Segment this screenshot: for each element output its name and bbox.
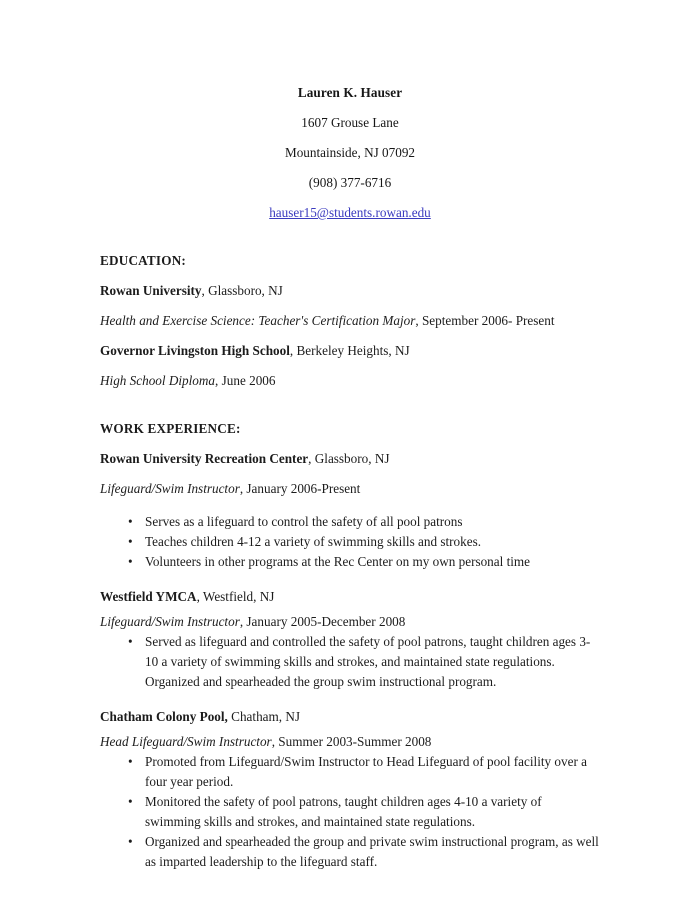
job-dates: , Summer 2003-Summer 2008 — [271, 734, 432, 749]
education-program — [100, 306, 600, 336]
list-item: • Serves as a lifeguard to control the safety of all pool patrons — [100, 512, 600, 532]
resume-content — [100, 78, 600, 872]
email-line — [100, 198, 600, 228]
list-item: • Organized and spearheaded the group and private swim instructional program, as well as imparted leadership to the lifeguard staff. — [100, 832, 600, 872]
work-entry — [100, 702, 600, 872]
education-program — [100, 366, 600, 396]
employer-line — [100, 444, 600, 474]
education-section — [100, 246, 600, 396]
responsibility-list — [100, 752, 600, 872]
responsibility-list — [100, 632, 600, 692]
applicant-name: Lauren K. Hauser — [297, 85, 403, 100]
spacer — [100, 572, 600, 582]
organization-location: , Glassboro, NJ — [201, 283, 283, 298]
job-title: Lifeguard/Swim Instructor — [100, 614, 240, 629]
work-experience-section — [100, 414, 600, 872]
job-title-line — [100, 474, 600, 504]
list-item: • Teaches children 4-12 a variety of swimming skills and strokes. — [100, 532, 600, 552]
street-address: 1607 Grouse Lane — [301, 115, 399, 130]
program-dates: , September 2006- Present — [415, 313, 555, 328]
program-title: Health and Exercise Science: Teacher's Certification Major — [100, 313, 416, 328]
employer-name: Westfield YMCA — [100, 589, 197, 604]
list-item: • Volunteers in other programs at the Rec Center on my own personal time — [100, 552, 600, 572]
employer-location: Chatham, NJ — [227, 709, 301, 724]
education-organization — [100, 276, 600, 306]
responsibility-list — [100, 512, 600, 572]
organization-name: Rowan University — [100, 283, 202, 298]
employer-location: , Westfield, NJ — [196, 589, 275, 604]
employer-line — [100, 582, 600, 612]
phone-number: (908) 377-6716 — [308, 175, 392, 190]
program-dates: , June 2006 — [215, 373, 276, 388]
job-dates: , January 2006-Present — [239, 481, 361, 496]
organization-location: , Berkeley Heights, NJ — [289, 343, 410, 358]
employer-name: Rowan University Recreation Center — [100, 451, 309, 466]
job-title: Lifeguard/Swim Instructor — [100, 481, 240, 496]
list-item: • Monitored the safety of pool patrons, taught children ages 4-10 a variety of swimming skills and strokes, and maintained state regulations. — [100, 792, 600, 832]
work-entry — [100, 582, 600, 692]
education-entry — [100, 336, 600, 396]
education-organization — [100, 336, 600, 366]
spacer — [100, 228, 600, 246]
employer-line — [100, 702, 600, 732]
education-heading: EDUCATION: — [100, 253, 187, 268]
job-title-line — [100, 732, 600, 752]
contact-header — [100, 78, 600, 228]
job-title: Head Lifeguard/Swim Instructor — [100, 734, 272, 749]
spacer — [100, 396, 600, 414]
education-entry — [100, 276, 600, 336]
job-dates: , January 2005-December 2008 — [239, 614, 406, 629]
employer-name: Chatham Colony Pool, — [100, 709, 228, 724]
city-state-zip: Mountainside, NJ 07092 — [284, 145, 416, 160]
work-entry — [100, 444, 600, 572]
spacer — [100, 692, 600, 702]
organization-name: Governor Livingston High School — [100, 343, 290, 358]
email-link[interactable]: hauser15@students.rowan.edu — [269, 205, 431, 220]
list-item: • Served as lifeguard and controlled the safety of pool patrons, taught children ages 3-10 a variety of swimming skills and strokes, and maintained state regulations. Organized and spearheaded the group swim instructional program. — [100, 632, 600, 692]
work-experience-heading: WORK EXPERIENCE: — [100, 421, 241, 436]
job-title-line — [100, 612, 600, 632]
program-title: High School Diploma — [100, 373, 216, 388]
list-item: • Promoted from Lifeguard/Swim Instructor to Head Lifeguard of pool facility over a four year period. — [100, 752, 600, 792]
employer-location: , Glassboro, NJ — [308, 451, 390, 466]
